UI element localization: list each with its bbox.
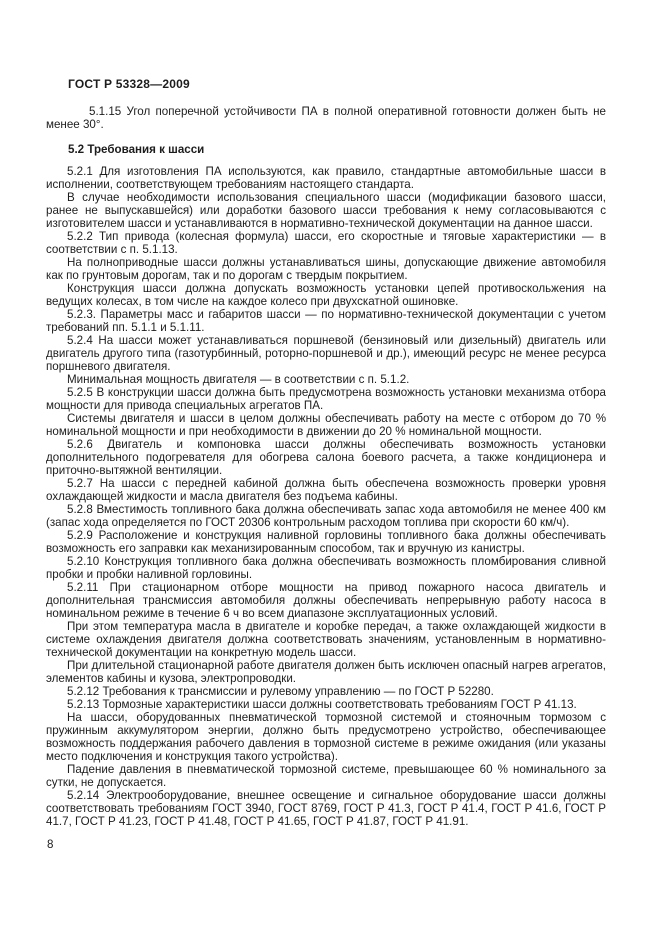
- document-body: [46, 105, 606, 828]
- paragraph-5-1-15: 5.1.15 Угол поперечной устойчивости ПА в полной оперативной готовности должен быть не менее 30°.: [46, 105, 606, 131]
- section-heading-5-2: 5.2 Требования к шасси: [68, 143, 205, 156]
- paragraph-5-2-1: 5.2.1 Для изготовления ПА используются, как правило, стандартные автомобильные шасси в исполнении, соответствующем требованиям настоящего стандарта.: [46, 165, 606, 191]
- paragraph-5-2-11-temperature: При этом температура масла в двигателе и коробке передач, а также охлаждающей жидкости в системе охлаждения двигателя должна соответствовать значениям, установленным в нормативно-технической документации на конкретную модель шасси.: [46, 620, 606, 659]
- paragraph-5-2-6: 5.2.6 Двигатель и компоновка шасси должны обеспечивать возможность установки дополнительного подогревателя для обогрева салона боевого расчета, а также кондиционера и приточно-вытяжной вентиляции.: [46, 438, 606, 477]
- paragraph-5-2-13-pneumatic-brakes: На шасси, оборудованных пневматической тормозной системой и стояночным тормозом с пружинным аккумулятором энергии, должно быть предусмотрено устройство, обеспечивающее возможность поддержания рабочего давления в тормозной системе в режиме ожидания (или указаны место подключения и конструкция такого устройства).: [46, 711, 606, 763]
- paragraph-5-2-14: 5.2.14 Электрооборудование, внешнее освещение и сигнальное оборудование шасси должны соответствовать требованиям ГОСТ 3940, ГОСТ 8769, ГОСТ Р 41.3, ГОСТ Р 41.4, ГОСТ Р 41.6, ГОСТ Р 41.7, ГОСТ Р 41.23, ГОСТ Р 41.48, ГОСТ Р 41.65, ГОСТ Р 41.87, ГОСТ Р 41.91.: [46, 789, 606, 828]
- paragraph-5-2-4-min-power: Минимальная мощность двигателя — в соответствии с п. 5.1.2.: [67, 373, 410, 386]
- paragraph-5-2-10: 5.2.10 Конструкция топливного бака должна обеспечивать возможность пломбирования сливной пробки и пробки наливной горловины.: [46, 555, 606, 581]
- page-number: 8: [47, 838, 54, 851]
- paragraph-5-2-2-tires: На полноприводные шасси должны устанавливаться шины, допускающие движение автомобиля как по грунтовым дорогам, так и по дорогам с твердым покрытием.: [46, 256, 606, 282]
- paragraph-5-2-7: 5.2.7 На шасси с передней кабиной должна быть обеспечена возможность проверки уровня охлаждающей жидкости и масла двигателя без подъема кабины.: [46, 477, 606, 503]
- paragraph-5-2-5-power-takeoff: Системы двигателя и шасси в целом должны обеспечивать работу на месте с отбором до 70 % номинальной мощности и при необходимости в движении до 20 % номинальной мощности.: [46, 412, 606, 438]
- paragraph-5-2-1-special-chassis: В случае необходимости использования специального шасси (модификации базового шасси, ранее не выпускавшейся) или доработки базового шасси требования к нему согласовываются с изготовителем шасси и устанавливаются в нормативно-технической документации на данное шасси.: [46, 191, 606, 230]
- running-header-gost-number: ГОСТ Р 53328—2009: [68, 77, 190, 91]
- paragraph-5-2-5: 5.2.5 В конструкции шасси должна быть предусмотрена возможность установки механизма отбора мощности для привода специальных агрегатов ПА.: [46, 386, 606, 412]
- paragraph-5-2-13: 5.2.13 Тормозные характеристики шасси должны соответствовать требованиям ГОСТ Р 41.13.: [67, 698, 577, 711]
- paragraph-5-2-9: 5.2.9 Расположение и конструкция наливной горловины топливного бака должны обеспечивать возможность его заправки как механизированным способом, так и вручную из канистры.: [46, 529, 606, 555]
- paragraph-5-2-11-overheat: При длительной стационарной работе двигателя должен быть исключен опасный нагрев агрегатов, элементов кабины и кузова, электропроводки.: [46, 659, 606, 685]
- paragraph-5-2-2: 5.2.2 Тип привода (колесная формула) шасси, его скоростные и тяговые характеристики — в соответствии с п. 5.1.13.: [46, 230, 606, 256]
- paragraph-5-2-8: 5.2.8 Вместимость топливного бака должна обеспечивать запас хода автомобиля не менее 400 км (запас хода определяется по ГОСТ 20306 контрольным расходом топлива при скорости 60 км/ч).: [46, 503, 606, 529]
- paragraph-5-2-11: 5.2.11 При стационарном отборе мощности на привод пожарного насоса двигатель и дополнительная трансмиссия автомобиля должны обеспечивать непрерывную работу насоса в номинальном режиме в течение 6 ч во всем диапазоне эксплуатационных условий.: [46, 581, 606, 620]
- paragraph-5-2-4: 5.2.4 На шасси может устанавливаться поршневой (бензиновый или дизельный) двигатель или двигатель другого типа (газотурбинный, роторно-поршневой и др.), имеющий ресурс не менее ресурса поршневого двигателя.: [46, 334, 606, 373]
- paragraph-5-2-12: 5.2.12 Требования к трансмиссии и рулевому управлению — по ГОСТ Р 52280.: [67, 685, 494, 698]
- paragraph-5-2-13-pressure-drop: Падение давления в пневматической тормозной системе, превышающее 60 % номинального за сутки, не допускается.: [46, 763, 606, 789]
- paragraph-5-2-2-snow-chains: Конструкция шасси должна допускать возможность установки цепей противоскольжения на ведущих колесах, в том числе на каждое колесо при двухскатной ошиновке.: [46, 282, 606, 308]
- paragraph-5-2-3: 5.2.3. Параметры масс и габаритов шасси — по нормативно-технической документации с учетом требований пп. 5.1.1 и 5.1.11.: [46, 308, 606, 334]
